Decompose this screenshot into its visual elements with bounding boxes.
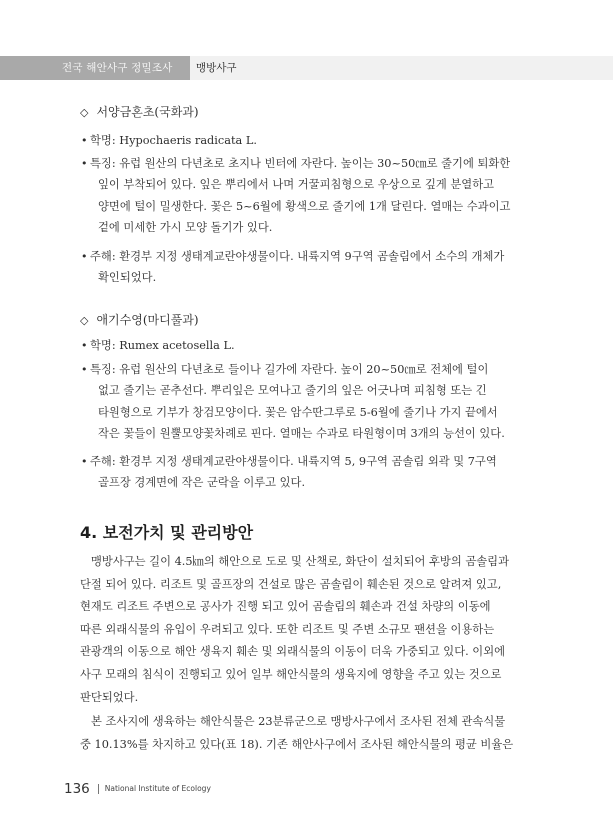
diamond-icon: ◇: [80, 314, 89, 327]
text-line: 사구 모래의 침식이 진행되고 있어 일부 해안식물의 생육지에 영향을 주고 있는 것으로: [80, 667, 502, 681]
header-section-label: 전국 해안사구 정밀조사: [62, 62, 173, 74]
text-line: 학명: Hypochaeris radicata L.: [90, 134, 257, 147]
text-line: 판단되었다.: [80, 690, 139, 704]
text-line: 겉에 미세한 가시 모양 돌기가 있다.: [98, 221, 273, 235]
text-line: 특징: 유럽 원산의 다년초로 초지나 빈터에 자란다. 높이는 30~50㎝로 줄기에 퇴화한: [90, 157, 511, 170]
header-site-tab: [190, 56, 613, 80]
species-bullet-item: [81, 130, 534, 151]
page-footer: [64, 778, 211, 797]
text-line: 골프장 경계면에 작은 군락을 이루고 있다.: [98, 476, 306, 490]
footer-divider: [98, 784, 99, 794]
text-line: 주해: 환경부 지정 생태계교란야생물이다. 내륙지역 5, 9구역 곰솔림 외곽 및 7구역: [90, 455, 497, 468]
text-line: 없고 줄기는 곧추선다. 뿌리잎은 모여나고 줄기의 잎은 어긋나며 피침형 또는 긴: [98, 384, 487, 398]
bullet-icon: •: [81, 157, 88, 170]
text-line: 본 조사지에 생육하는 해안식물은 23분류군으로 맹방사구에서 조사된 전체 관속식물: [91, 715, 506, 728]
section-heading: 4. 보전가치 및 관리방안: [80, 523, 254, 542]
bullet-icon: •: [81, 134, 88, 147]
text-line: 특징: 유럽 원산의 다년초로 들이나 길가에 자란다. 높이 20~50㎝로 전체에 털이: [90, 363, 489, 376]
species-bullet-item: [81, 335, 534, 356]
text-line: 잎이 부착되어 있다. 잎은 뿌리에서 나며 거꿀피침형으로 우상으로 깊게 분열하고: [98, 178, 495, 192]
diamond-icon: ◇: [80, 106, 89, 119]
text-line: 단절 되어 있다. 리조트 및 골프장의 건설로 많은 곰솔림이 훼손된 것으로 알려져 있고,: [80, 577, 502, 591]
text-line: 따른 외래식물의 유입이 우려되고 있다. 또한 리조트 및 주변 소규모 팬션을 이용하는: [80, 622, 495, 636]
species-bullet-item: [81, 153, 534, 239]
text-line: 학명: Rumex acetosella L.: [90, 339, 235, 352]
species-heading: [80, 103, 199, 120]
body-paragraph: [80, 551, 532, 709]
text-line: 중 10.13%를 차지하고 있다(표 18). 기존 해안사구에서 조사된 해안식물의 평균 비율은: [80, 737, 514, 751]
text-line: 확인되었다.: [98, 271, 157, 285]
institute-name: National Institute of Ecology: [104, 784, 211, 793]
bullet-icon: •: [81, 250, 88, 263]
species-bullet-item: [81, 451, 534, 494]
header-section-tab: [0, 56, 190, 80]
species-heading: [80, 311, 199, 328]
header-site-label: 맹방사구: [196, 62, 237, 74]
species-title: 애기수영(마디풀과): [96, 313, 199, 327]
bullet-icon: •: [81, 339, 88, 352]
body-paragraph: [80, 711, 532, 756]
text-line: 양면에 털이 밀생한다. 꽃은 5~6월에 황색으로 줄기에 1개 달린다. 열매는 수과이고: [98, 199, 511, 213]
page-number: 136: [64, 781, 90, 797]
text-line: 주해: 환경부 지정 생태계교란야생물이다. 내륙지역 9구역 곰솔림에서 소수의 개체가: [90, 250, 505, 263]
bullet-icon: •: [81, 455, 88, 468]
text-line: 맹방사구는 길이 4.5㎞의 해안으로 도로 및 산책로, 화단이 설치되어 후방의 곰솔림과: [91, 555, 509, 568]
running-header: [0, 56, 613, 80]
text-line: 타원형으로 기부가 창검모양이다. 꽃은 암수딴그루로 5-6월에 줄기나 가지 끝에서: [98, 405, 498, 419]
species-title: 서양금혼초(국화과): [96, 105, 199, 119]
bullet-icon: •: [81, 363, 88, 376]
species-bullet-item: [81, 359, 534, 445]
text-line: 현재도 리조트 주변으로 공사가 진행 되고 있어 곰솔림의 훼손과 건설 차량의 이동에: [80, 600, 491, 614]
text-line: 작은 꽃들이 원뿔모양꽃차례로 핀다. 열매는 수과로 타원형이며 3개의 능선이 있다.: [98, 427, 505, 441]
text-line: 관광객의 이동으로 해안 생육지 훼손 및 외래식물의 이동이 더욱 가중되고 있다. 이외에: [80, 645, 506, 659]
species-bullet-item: [81, 246, 534, 289]
